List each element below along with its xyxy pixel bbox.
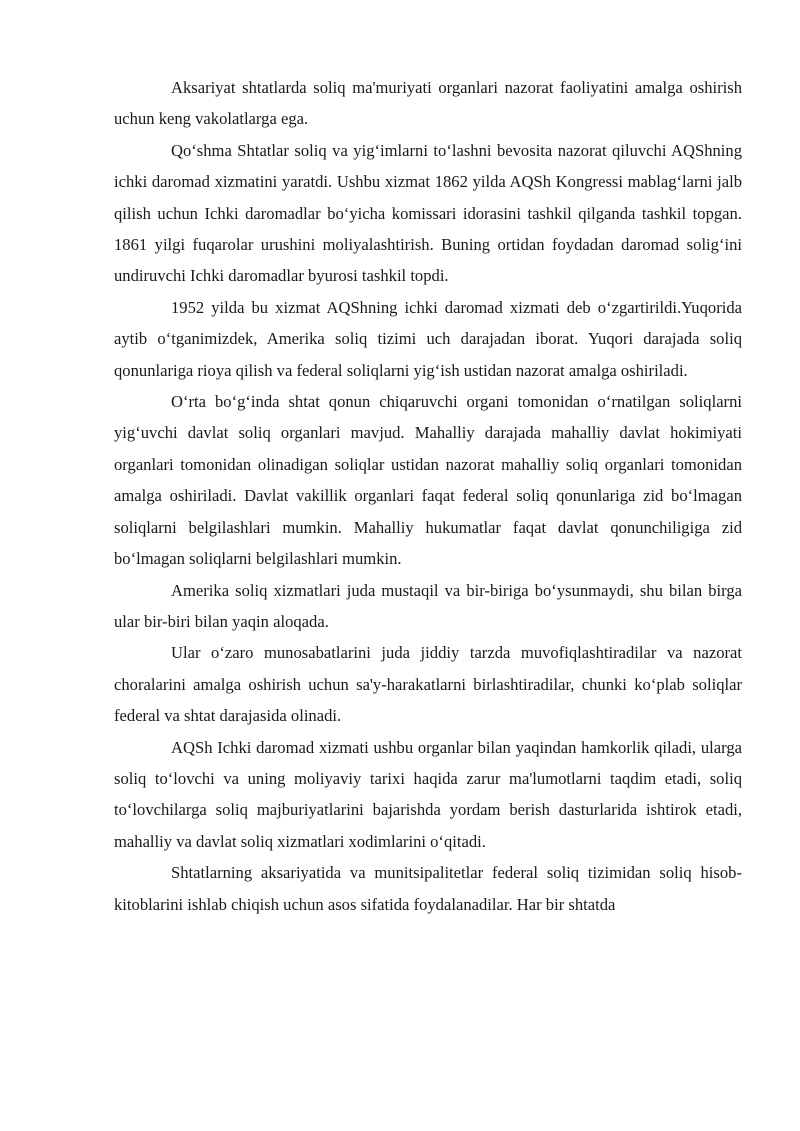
paragraph-8: Shtatlarning aksariyatida va munitsipalitetlar federal soliq tizimidan soliq hisob-kitoblarini ishlab chiqish uchun asos sifatida foydalanadilar. Har bir shtatda <box>114 863 742 914</box>
paragraph-4: O‘rta bo‘g‘inda shtat qonun chiqaruvchi organi tomonidan o‘rnatilgan soliqlarni yig‘uvchi davlat soliq organlari mavjud. Mahalliy darajada mahalliy davlat hokimiyati organlari tomonidan olinadigan soliqlar ustidan nazorat mahalliy soliq organlari tomonidan amalga oshiriladi. Davlat vakillik organlari faqat federal soliq qonunlariga zid bo‘lmagan soliqlarni belgilashlari mumkin. Mahalliy hukumatlar faqat davlat qonunchiligiga zid bo‘lmagan soliqlarni belgilashlari mumkin. <box>114 392 742 569</box>
paragraph-2: Qo‘shma Shtatlar soliq va yig‘imlarni to‘lashni bevosita nazorat qiluvchi AQShning ichki daromad xizmatini yaratdi. Ushbu xizmat 1862 yilda AQSh Kongressi mablag‘larni jalb qilish uchun Ichki daromadlar bo‘yicha komissari idorasini tashkil qilganda tashkil topgan. 1861 yilgi fuqarolar urushini moliyalashtirish. Buning ortidan foydadan daromad solig‘ini undiruvchi Ichki daromadlar byurosi tashkil topdi. <box>114 140 742 286</box>
paragraph-6: Ular o‘zaro munosabatlarini juda jiddiy tarzda muvofiqlashtiradilar va nazorat choralarini amalga oshirish uchun sa'y-harakatlarni birlashtiradilar, chunki ko‘plab soliqlar federal va shtat darajasida olinadi. <box>114 643 742 726</box>
paragraph-1: Aksariyat shtatlarda soliq ma'muriyati organlari nazorat faoliyatini amalga oshirish uchun keng vakolatlarga ega. <box>114 78 742 129</box>
paragraph-5: Amerika soliq xizmatlari juda mustaqil va bir-biriga bo‘ysunmaydi, shu bilan birga ular bir-biri bilan yaqin aloqada. <box>114 580 742 631</box>
paragraph-3: 1952 yilda bu xizmat AQShning ichki daromad xizmati deb o‘zgartirildi.Yuqorida aytib o‘tganimizdek, Amerika soliq tizimi uch darajadan iborat. Yuqori darajada soliq qonunlariga rioya qilish va federal soliqlarni yig‘ish ustidan nazorat amalga oshiriladi. <box>114 297 742 380</box>
paragraph-7: AQSh Ichki daromad xizmati ushbu organlar bilan yaqindan hamkorlik qiladi, ularga soliq to‘lovchi va uning moliyaviy tarixi haqida zarur ma'lumotlarni taqdim etadi, soliq to‘lovchilarga soliq majburiyatlarini bajarishda yordam berish dasturlarida ishtirok etadi, mahalliy va davlat soliq xizmatlari xodimlarini o‘qitadi. <box>114 737 742 851</box>
document-body <box>114 72 742 920</box>
